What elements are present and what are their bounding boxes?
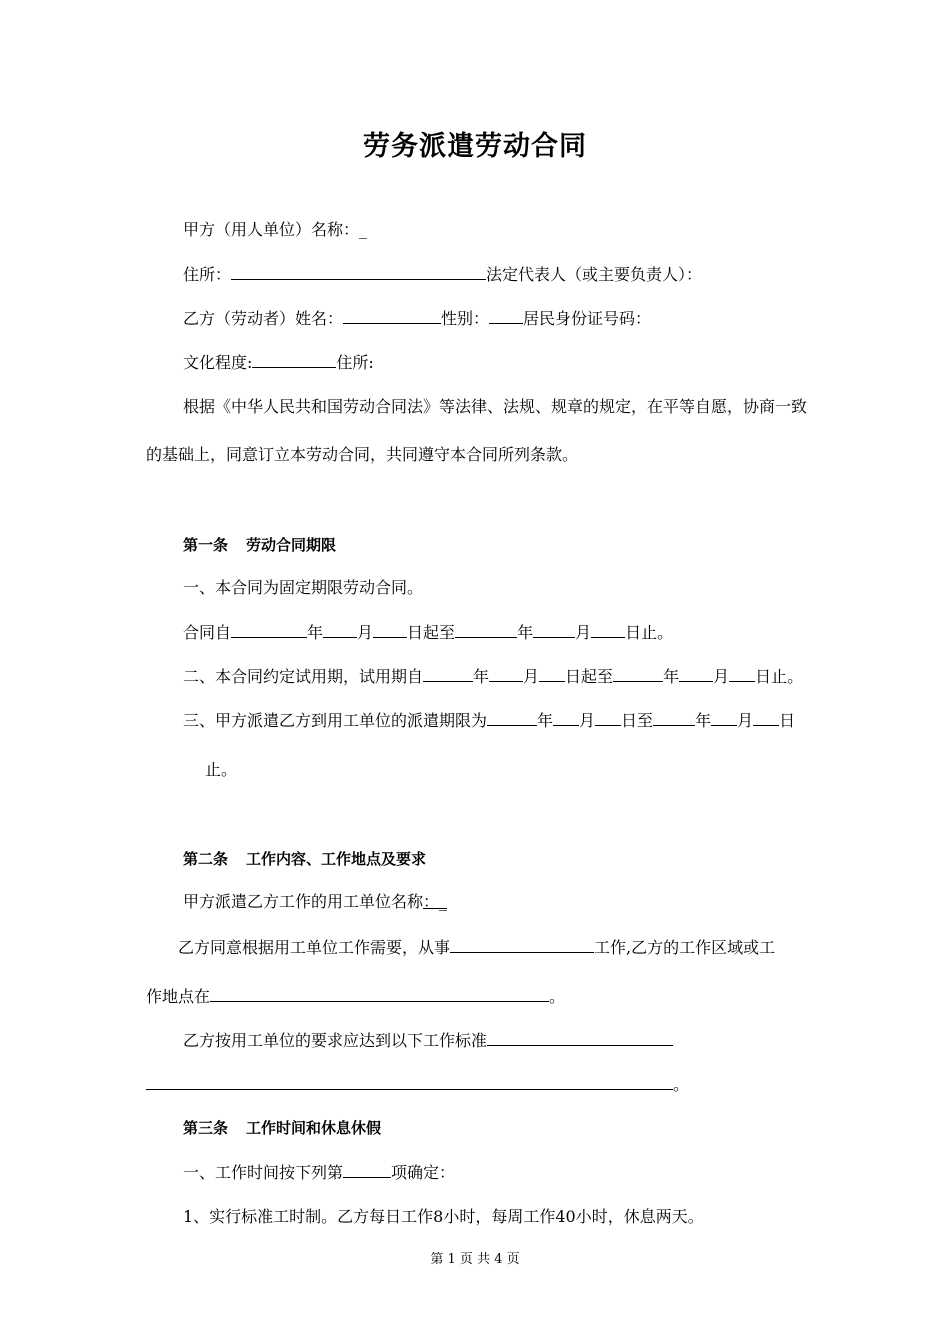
work-hours-option-blank — [343, 1162, 391, 1178]
day-label: 日 — [779, 711, 796, 730]
dispatch-end-month-blank — [711, 710, 737, 726]
term-end-year-blank — [455, 622, 517, 638]
month-label: 月 — [357, 623, 374, 642]
probation-end-month-blank — [679, 666, 713, 682]
probation-end-day-blank — [729, 666, 755, 682]
work-content-line — [178, 937, 775, 958]
article-1-item-1: 一、本合同为固定期限劳动合同。 — [183, 578, 424, 597]
day-end-label: 日止。 — [625, 623, 674, 642]
address-line — [183, 264, 702, 285]
term-end-day-blank — [591, 622, 625, 638]
article-3-number: 第三条 — [183, 1119, 229, 1137]
article-3-heading — [183, 1118, 381, 1138]
party-b-name-blank — [343, 308, 441, 324]
dispatch-period-line — [183, 710, 795, 731]
work-standard-label: 乙方按用工单位的要求应达到以下工作标准 — [183, 1031, 488, 1050]
address-label: 住所： — [183, 265, 232, 284]
month-label: 月 — [579, 711, 596, 730]
year-label: 年 — [695, 711, 712, 730]
work-hours-label: 一、工作时间按下列第 — [183, 1163, 344, 1182]
term-start-day-blank — [373, 622, 407, 638]
employer-name-value: ：_ — [423, 892, 448, 911]
party-a-name-label: 甲方（用人单位）名称： — [183, 220, 360, 239]
education-blank — [252, 352, 336, 368]
employer-name-label: 甲方派遣乙方工作的用工单位名称 — [183, 892, 424, 911]
work-content-label: 乙方同意根据用工单位工作需要，从事 — [178, 938, 451, 957]
education-line — [183, 352, 374, 373]
legal-rep-label: 法定代表人（或主要负责人）： — [486, 265, 703, 284]
article-2-number: 第二条 — [183, 850, 229, 868]
month-label: 月 — [523, 667, 540, 686]
article-2-title: 工作内容、工作地点及要求 — [246, 850, 427, 868]
probation-start-month-blank — [489, 666, 523, 682]
address-label-b: 住所: — [336, 353, 374, 372]
month-label: 月 — [575, 623, 592, 642]
work-standard-blank — [487, 1030, 673, 1046]
year-label: 年 — [307, 623, 324, 642]
id-number-label: 居民身份证号码： — [523, 309, 652, 328]
article-1-title: 劳动合同期限 — [246, 536, 337, 554]
year-label: 年 — [473, 667, 490, 686]
dispatch-period-end: 止。 — [205, 760, 238, 779]
probation-start-year-blank — [423, 666, 473, 682]
dispatch-end-year-blank — [653, 710, 695, 726]
gender-blank — [489, 308, 523, 324]
dispatch-start-year-blank — [487, 710, 537, 726]
probation-start-day-blank — [539, 666, 565, 682]
year-label: 年 — [663, 667, 680, 686]
work-content-blank — [450, 937, 594, 953]
period-mark: 。 — [673, 1075, 690, 1094]
intro-line-2: 的基础上，同意订立本劳动合同，共同遵守本合同所列条款。 — [146, 445, 579, 464]
document-title: 劳务派遣劳动合同 — [363, 131, 587, 162]
party-a-name-value: _ — [359, 220, 368, 239]
dispatch-end-day-blank — [753, 710, 779, 726]
year-label: 年 — [537, 711, 554, 730]
work-standard-continuation — [146, 1074, 689, 1095]
party-a-name-line — [183, 220, 367, 240]
probation-line — [183, 666, 803, 687]
period-mark: 。 — [549, 987, 566, 1006]
article-2-heading — [183, 849, 426, 869]
probation-label: 二、本合同约定试用期，试用期自 — [183, 667, 424, 686]
dispatch-period-label: 三、甲方派遣乙方到用工单位的派遣期限为 — [183, 711, 488, 730]
intro-line-1: 根据《中华人民共和国劳动合同法》等法律、法规、规章的规定，在平等自愿，协商一致 — [183, 397, 808, 416]
month-label: 月 — [737, 711, 754, 730]
article-1-heading — [183, 535, 336, 555]
term-start-label: 合同自 — [183, 623, 232, 642]
contract-term-line — [183, 622, 673, 643]
day-to-label: 日至 — [621, 711, 654, 730]
address-blank — [231, 264, 486, 280]
article-3-title: 工作时间和休息休假 — [246, 1119, 382, 1137]
year-label: 年 — [517, 623, 534, 642]
work-standard-blank-2 — [146, 1074, 673, 1090]
education-label: 文化程度: — [183, 353, 253, 372]
term-end-month-blank — [533, 622, 575, 638]
gender-label: 性别： — [441, 309, 490, 328]
work-hours-end-label: 项确定： — [391, 1163, 456, 1182]
party-b-line — [183, 308, 651, 329]
day-end-label: 日止。 — [755, 667, 804, 686]
work-area-label: 工作,乙方的工作区域或工 — [594, 938, 776, 957]
term-start-month-blank — [323, 622, 357, 638]
dispatch-start-day-blank — [595, 710, 621, 726]
day-from-label: 日起至 — [565, 667, 614, 686]
work-place-label: 作地点在 — [146, 987, 211, 1006]
work-standard-line — [183, 1030, 673, 1051]
dispatch-start-month-blank — [553, 710, 579, 726]
employer-name-line — [183, 892, 447, 912]
page-footer: 第 1 页 共 4 页 — [430, 1252, 520, 1267]
article-1-number: 第一条 — [183, 536, 229, 554]
day-from-label: 日起至 — [407, 623, 456, 642]
probation-end-year-blank — [613, 666, 663, 682]
party-b-name-label: 乙方（劳动者）姓名： — [183, 309, 344, 328]
work-place-line — [146, 986, 565, 1007]
term-start-year-blank — [231, 622, 307, 638]
month-label: 月 — [713, 667, 730, 686]
standard-hours-line: 1、实行标准工时制。乙方每日工作8小时，每周工作40小时，休息两天。 — [183, 1207, 704, 1226]
work-place-blank — [210, 986, 549, 1002]
work-hours-line — [183, 1162, 455, 1183]
